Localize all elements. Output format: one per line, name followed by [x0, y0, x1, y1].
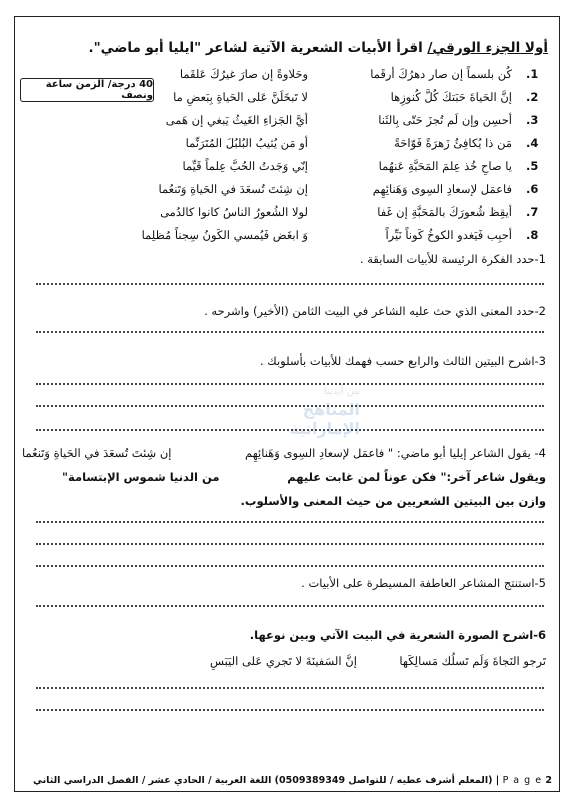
question-6-ajuz: إنَّ السَفينَةَ لا تَجري عَلى اليَبَسِ: [210, 654, 357, 668]
question-4-task: وازن بين البيتين الشعريين من حيث المعنى والأسلوب.: [240, 494, 546, 508]
footer-separator: |: [495, 775, 500, 786]
page-number: 2: [545, 775, 552, 786]
answer-line[interactable]: [36, 686, 544, 689]
watermark-line1: بين أيدينا: [323, 386, 360, 397]
question-6-sadr: تَرجو النَجاةَ وَلَم تَسلُك مَسالِكَها: [399, 654, 546, 668]
answer-line[interactable]: [36, 330, 544, 333]
verse-number: 3.: [526, 113, 539, 127]
heading-instruction: اقرأ الأبيات الشعرية الآتية لشاعر "ايليا أبو ماضي".: [88, 40, 428, 56]
heading-part: أولا الجزء الورقي/: [427, 40, 548, 56]
verse-ajuz: إنّي وَجَدتُ الحُبَّ عِلماً قَيِّما: [182, 159, 308, 173]
answer-line[interactable]: [36, 542, 544, 545]
verse-ajuz: وَ ابغَض فَيُمسي الكَونُ سِجناً مُظلِما: [141, 228, 308, 242]
question-3: 3-اشرح البيتين الثالث والرابع حسب فهمك للأبيات بأسلوبك .: [259, 354, 546, 368]
question-4-other: ويقول شاعر آخر:" فكن عوناً لمن غابت عليهم: [287, 470, 546, 484]
verse-sadr: كُن بلسماً إن صار دهرُكَ أرقَما: [370, 67, 512, 81]
page-footer: [22, 775, 552, 786]
verse-sadr: فاعمَل لإسعادِ السِوى وَهَنائِهِم: [372, 182, 512, 196]
question-4-other-ajuz: من الدنيا شموس الإبتسامة": [62, 470, 220, 484]
verse-ajuz: لولا الشُعورُ الناسُ كانوا كالدُمى: [160, 205, 308, 219]
question-4-intro: 4- يقول الشاعر إيليا أبو ماضي: " فاعمَل لإسعادِ السِوى وَهَنائِهِم: [245, 446, 546, 460]
answer-line[interactable]: [36, 604, 544, 607]
page-label: P a g e: [502, 775, 543, 786]
verse-sadr: يا صاحِ خُذ عِلمَ المَحَبَّةِ عَنهُما: [378, 159, 512, 173]
verse-number: 5.: [526, 159, 539, 173]
verse-sadr: مَن ذا يُكافِئُ زَهرَةً فَوّاحَةً: [394, 136, 512, 150]
verse-number: 2.: [526, 90, 539, 104]
verse-row: [46, 110, 546, 130]
verse-row: [46, 179, 546, 199]
question-1: 1-حدد الفكرة الرئيسة للأبيات السابقة .: [359, 252, 546, 266]
watermark-logo: [230, 368, 360, 438]
verse-number: 8.: [526, 228, 539, 242]
answer-line[interactable]: [36, 708, 544, 711]
verse-ajuz: أو مَن يُثيبُ البُلبُلَ المُتَرَنِّما: [185, 136, 308, 150]
verse-row: [46, 202, 546, 222]
question-5: 5-استنتج المشاعر العاطفة المسيطرة على الأبيات .: [301, 576, 546, 590]
verse-number: 7.: [526, 205, 539, 219]
verse-ajuz: أيَّ الجَزاءِ الغَيثُ يَبغي إن هَمى: [165, 113, 308, 127]
answer-line[interactable]: [36, 282, 544, 285]
verse-row: [46, 225, 546, 245]
footer-text: (المعلم أشرف عطيه / للتواصل 0509389349) اللغة العربية / الحادي عشر / الفصل الدراسي الثاني: [32, 775, 493, 786]
verse-row: [46, 87, 546, 107]
verse-number: 6.: [526, 182, 539, 196]
verse-row: [46, 64, 546, 84]
verse-ajuz: وحَلاوةً إن صارَ غيرُكَ عَلقَما: [179, 67, 308, 81]
score-time-badge: 40 درجة/ الزمن ساعة ونصف: [20, 78, 154, 102]
verse-ajuz: إن شِئتَ تُسعَدَ في الحَياةِ وَتَنعُما: [158, 182, 308, 196]
verse-row: [46, 133, 546, 153]
verse-number: 1.: [526, 67, 539, 81]
verse-row: [46, 156, 546, 176]
question-4-intro-ajuz: إن شِئتَ تُسعَدَ في الحَياةِ وَتَنعُما: [22, 446, 172, 460]
section-heading: [28, 40, 548, 56]
answer-line[interactable]: [36, 520, 544, 523]
verse-sadr: أحسِن وإن لَم تُجزَ حَتّى بِالثَنا: [378, 113, 512, 127]
verse-sadr: أيقِظ شُعورَكَ بالمَحَبَّةِ إن غَفا: [377, 205, 512, 219]
verse-sadr: إنَّ الحَياةَ حَبَتكَ كُلَّ كُنوزِها: [390, 90, 512, 104]
watermark-line2: المناهج الإماراتية: [289, 400, 360, 438]
answer-line[interactable]: [36, 564, 544, 567]
verse-sadr: أحبِب فَيَغدو الكوخُ كَوناً نَيِّراً: [385, 228, 512, 242]
question-6: 6-اشرح الصورة الشعرية في البيت الآتي وبين نوعها.: [249, 628, 546, 642]
verse-ajuz: لا تَبخَلَنَّ عَلى الحَياةِ بِبَعضِ ما: [173, 90, 308, 104]
question-2: 2-حدد المعنى الذي حث عليه الشاعر في البيت الثامن (الأخير) واشرحه .: [204, 304, 546, 318]
verse-number: 4.: [526, 136, 539, 150]
